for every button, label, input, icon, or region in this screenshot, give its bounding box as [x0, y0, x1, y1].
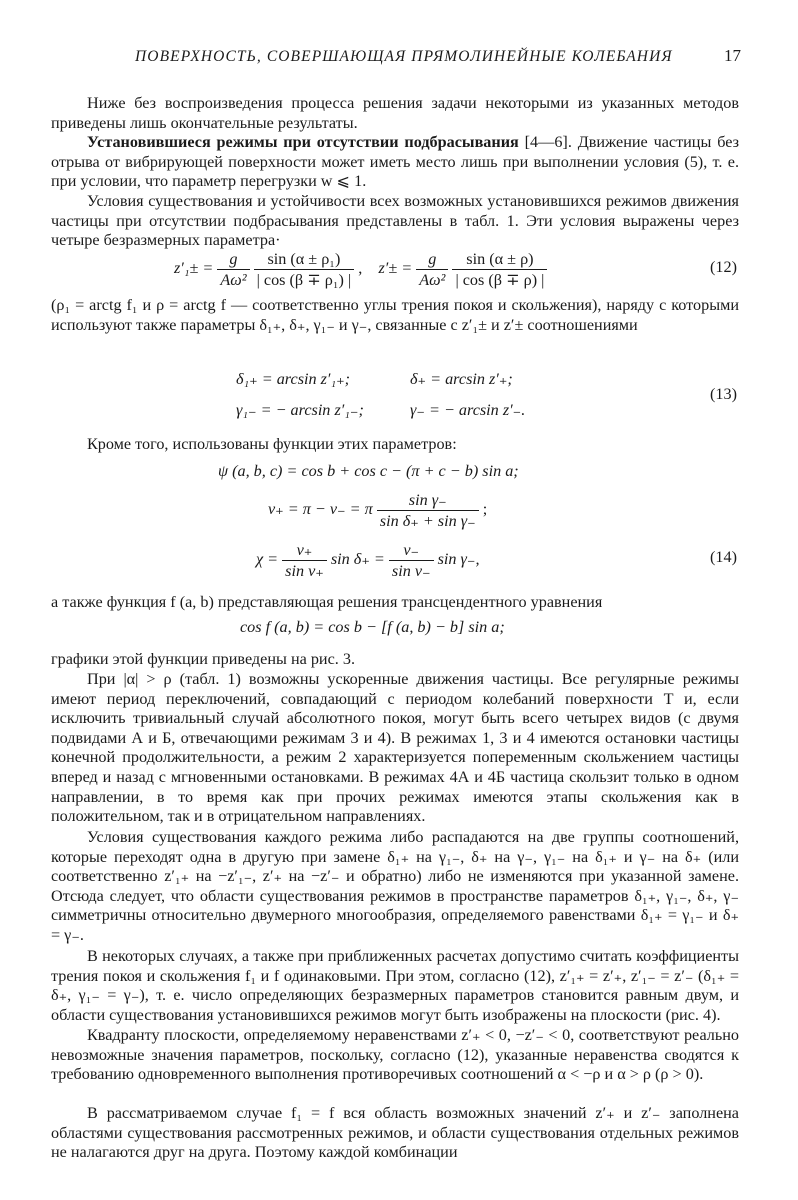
paragraph-intro: Ниже без воспроизведения процесса решения задачи некоторыми из указанных методов приведены лишь окончательные результаты.	[51, 94, 739, 132]
paragraph-friction-angles: (ρ₁ = arctg f₁ и ρ = arctg f — соответственно углы трения покоя и скольжения), наряду с которыми используют также параметры δ₁₊, δ₊, γ₁₋ и γ₋, связанные с z′₁± и z′± соотношениями	[51, 296, 739, 334]
eq12-separator: ,	[358, 259, 363, 278]
eq14-chi	[256, 540, 480, 581]
eq12-left-g-fraction	[217, 249, 249, 290]
eq14-chi-fraction-2	[389, 540, 434, 581]
page-number: 17	[724, 46, 741, 65]
eq12-left-trig-fraction	[254, 249, 355, 290]
paragraph-quadrant: Квадранту плоскости, определяемому неравенствами z′₊ < 0, −z′₋ < 0, соответствуют реально невозможные значения параметров, поскольку, согласно (12), указанные неравенства сводятся к требованию одновременного выполнения противоречивых соотношений α < −ρ и α > ρ (ρ > 0).	[51, 1026, 739, 1084]
eq14-v-lhs: v₊ = π − v₋ = π	[268, 500, 373, 519]
eq14-chi-fraction-1	[282, 540, 327, 581]
paragraph-accelerated-motion: При |α| > ρ (табл. 1) возможны ускоренные движения частицы. Все регулярные режимы имеют период переключений, совпадающий с периодом колебаний поверхности T и, если исключить тривиальный случай абсолютного покоя, могут быть всего четырех видов (с двумя подвидами А и Б, отвечающими режимам 3 и 4). В режимах 1, 3 и 4 имеются остановки частицы конечной продолжительности, а режим 2 характеризуется попеременным скольжением частицы вперед и назад с мгновенными остановками. В режимах 4А и 4Б частица скользит только в одном направлении, в то время как при прочих режимах имеются этапы скольжения как в положительном, так и в отрицательном направлениях.	[51, 670, 739, 826]
paragraph-steady-modes	[51, 133, 739, 192]
paragraph-equal-friction: В некоторых случаях, а также при приближенных расчетах допустимо считать коэффициенты трения покоя и скольжения f₁ и f одинаковыми. При этом, согласно (12), z′₁₊ = z′₊, z′₁₋ = z′₋ (δ₁₊ = δ₊, γ₁₋ = γ₋), т. е. число определяющих безразмерных параметров становится равным двум, и области существования установившихся режимов могут быть изображены на плоскости (рис. 4).	[51, 947, 739, 1024]
paragraph-graphs: графики этой функции приведены на рис. 3.	[51, 650, 356, 668]
eq14-chi-lhs: χ =	[256, 550, 279, 569]
eq12-right-aw: Aω²	[419, 271, 446, 289]
eq14-chi-den2: sin v₋	[391, 562, 431, 580]
eq13-line2a: γ₁₋ = − arcsin z′₁₋;	[236, 401, 364, 419]
paragraph-transcendent: а также функция f (a, b) представляющая решения трансцендентного уравнения	[51, 593, 603, 611]
eq14-v-den: sin δ₊ + sin γ₋	[379, 512, 476, 530]
eq14-chi-den1: sin v₊	[285, 562, 324, 580]
eq13-line1a: δ₁₊ = arcsin z′₁₊;	[236, 370, 351, 388]
eq12-left-den: | cos (β ∓ ρ₁) |	[256, 271, 352, 289]
eq12-right-den: | cos (β ∓ ρ) |	[455, 271, 545, 289]
eq12-g: g	[217, 249, 249, 270]
eq12-left-num: sin (α ± ρ₁)	[254, 249, 355, 270]
paragraph-existence-conditions: Условия существования каждого режима либо распадаются на две группы соотношений, которые переходят одна в другую при замене δ₁₊ на γ₁₋, δ₊ на γ₋, γ₁₋ на δ₁₊ и γ₋ на δ₊ (или соответственно z′₁₊ на −z′₁₋, z′₊ на −z′₋ и обратно) либо не изменяются при указанной замене. Отсюда следует, что области существования режимов в пространстве параметров δ₁₊, γ₁₋, δ₊, γ₋ симметричны относительно двумерного многообразия, определяемого равенствами δ₁₊ = γ₁₋ и δ₊ = γ₋.	[51, 828, 739, 944]
eq12-right-g: g	[416, 249, 448, 270]
equation-12	[174, 249, 547, 290]
eq14-chi-num1: v₊	[282, 540, 327, 561]
eq14-psi: ψ (a, b, c) = cos b + cos c − (π + c − b) sin a;	[218, 462, 519, 480]
eq14-chi-num2: v₋	[389, 540, 434, 561]
eq14-v-num: sin γ₋	[377, 490, 479, 511]
section-heading-steady-modes: Установившиеся режимы при отсутствии подбрасывания	[87, 133, 519, 151]
eq12-right-lhs: z′± =	[378, 259, 413, 278]
eq14-v-end: ;	[482, 500, 488, 519]
equation-14-number: (14)	[710, 548, 737, 566]
eq12-aw: Aω²	[220, 271, 247, 289]
eq14-v-fraction	[377, 490, 479, 531]
eq13-line1b: δ₊ = arcsin z′₊;	[410, 370, 513, 388]
paragraph-functions: Кроме того, использованы функции этих параметров:	[87, 435, 457, 453]
paragraph-regions: В рассматриваемом случае f₁ = f вся область возможных значений z′₊ и z′₋ заполнена областями существования рассмотренных режимов, и области существования отдельных режимов не налагаются друг на друга. Поэтому каждой комбинации	[51, 1104, 739, 1162]
equation-transcendent: cos f (a, b) = cos b − [f (a, b) − b] sin a;	[240, 618, 505, 636]
eq12-right-g-fraction	[416, 249, 448, 290]
eq12-left-lhs: z′₁± =	[174, 259, 214, 278]
equation-13-number: (13)	[710, 385, 737, 403]
running-title: ПОВЕРХНОСТЬ, СОВЕРШАЮЩАЯ ПРЯМОЛИНЕЙНЫЕ КОЛЕБАНИЯ	[135, 48, 673, 65]
eq14-chi-end: sin γ₋,	[437, 550, 480, 569]
paragraph-conditions: Условия существования и устойчивости всех возможных установившихся режимов движения частицы при отсутствии подбрасывания представлены в табл. 1. Эти условия выражены через четыре безразмерных параметра·	[51, 192, 739, 250]
paragraph-steady-modes-text: [4—6]. Движение частицы без отрыва от вибрирующей поверхности может иметь место лишь при выполнении условия (5), т. е. при условии, что параметр перегрузки w ⩽ 1.	[51, 133, 739, 191]
equation-12-number: (12)	[710, 258, 737, 276]
eq12-right-trig-fraction	[452, 249, 547, 290]
eq14-chi-mid: sin δ₊ =	[330, 550, 385, 569]
eq12-right-num: sin (α ± ρ)	[452, 249, 547, 270]
eq13-line2b: γ₋ = − arcsin z′₋.	[410, 401, 526, 419]
eq14-v	[268, 490, 487, 531]
